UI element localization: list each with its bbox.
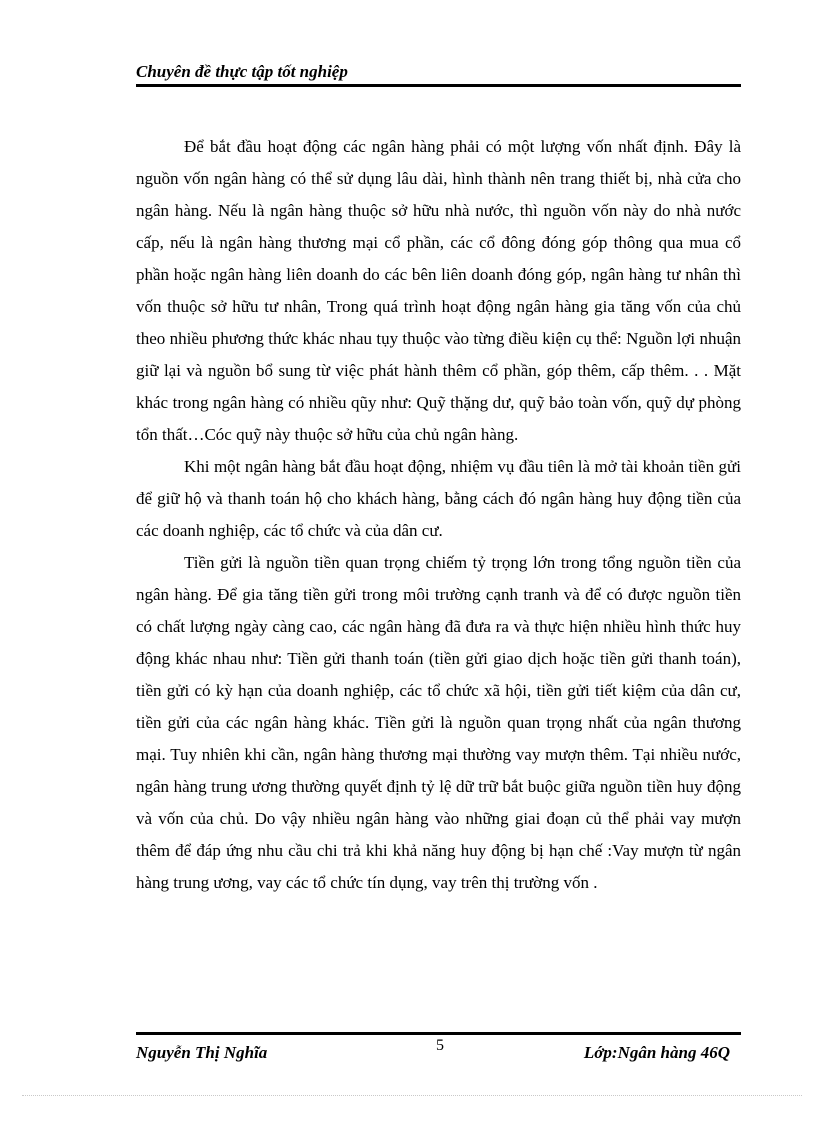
footer-divider [136,1032,741,1035]
footer-class-name: Lớp:Ngân hàng 46Q [583,1043,730,1062]
page-number: 5 [436,1037,444,1054]
footer-author: Nguyễn Thị Nghĩa [136,1043,268,1062]
document-body [136,131,741,899]
page-edge-divider [22,1095,802,1096]
document-header-title: Chuyên đề thực tập tốt nghiệp [136,62,348,81]
paragraph-deposits: Tiền gửi là nguồn tiền quan trọng chiếm tỷ trọng lớn trong tổng nguồn tiền của ngân hàng. Để gia tăng tiền gửi trong môi trường cạnh tranh và để có được nguồn tiền có chất lượng ngày càng cao, các ngân hàng đã đưa ra và thực hiện nhiều hình thức huy động khác nhau như: Tiền gửi thanh toán (tiền gửi giao dịch hoặc tiền gửi thanh toán), tiền gửi có kỳ hạn của doanh nghiệp, các tổ chức xã hội, tiền gửi tiết kiệm của dân cư, tiền gửi của các ngân hàng khác. Tiền gửi là nguồn quan trọng nhất của ngân thương mại. Tuy nhiên khi cần, ngân hàng thương mại thường vay mượn thêm. Tại nhiều nước, ngân hàng trung ương thường quyết định tỷ lệ dữ trữ bắt buộc giữa nguồn tiền huy động và vốn của chủ. Do vậy nhiều ngân hàng vào những giai đoạn củ thể phải vay mượn thêm để đáp ứng nhu cầu chi trả khi khả năng huy động bị hạn chế :Vay mượn từ ngân hàng trung ương, vay các tổ chức tín dụng, vay trên thị trường vốn . [136,553,741,892]
header-divider [136,84,741,87]
paragraph-deposit-account: Khi một ngân hàng bắt đầu hoạt động, nhiệm vụ đầu tiên là mở tài khoản tiền gửi để giữ hộ và thanh toán hộ cho khách hàng, bằng cách đó ngân hàng huy động tiền của các doanh nghiệp, các tổ chức và của dân cư. [136,457,741,540]
paragraph-capital: Để bắt đầu hoạt động các ngân hàng phải có một lượng vốn nhất định. Đây là nguồn vốn ngân hàng có thể sử dụng lâu dài, hình thành nên trang thiết bị, nhà cửa cho ngân hàng. Nếu là ngân hàng thuộc sở hữu nhà nước, thì nguồn vốn này do nhà nước cấp, nếu là ngân hàng thương mại cổ phần, các cổ đông đóng góp thông qua mua cổ phần hoặc ngân hàng liên doanh do các bên liên doanh đóng góp, ngân hàng tư nhân thì vốn thuộc sở hữu tư nhân, Trong quá trình hoạt động ngân hàng gia tăng vốn của chủ theo nhiều phương thức khác nhau tụy thuộc vào từng điều kiện cụ thể: Nguồn lợi nhuận giữ lại và nguồn bổ sung từ việc phát hành thêm cổ phần, góp thêm, cấp thêm. . . Mặt khác trong ngân hàng có nhiều qũy như: Quỹ thặng dư, quỹ bảo toàn vốn, quỹ dự phòng tổn thất…Cóc quỹ này thuộc sở hữu của chủ ngân hàng. [136,137,741,444]
